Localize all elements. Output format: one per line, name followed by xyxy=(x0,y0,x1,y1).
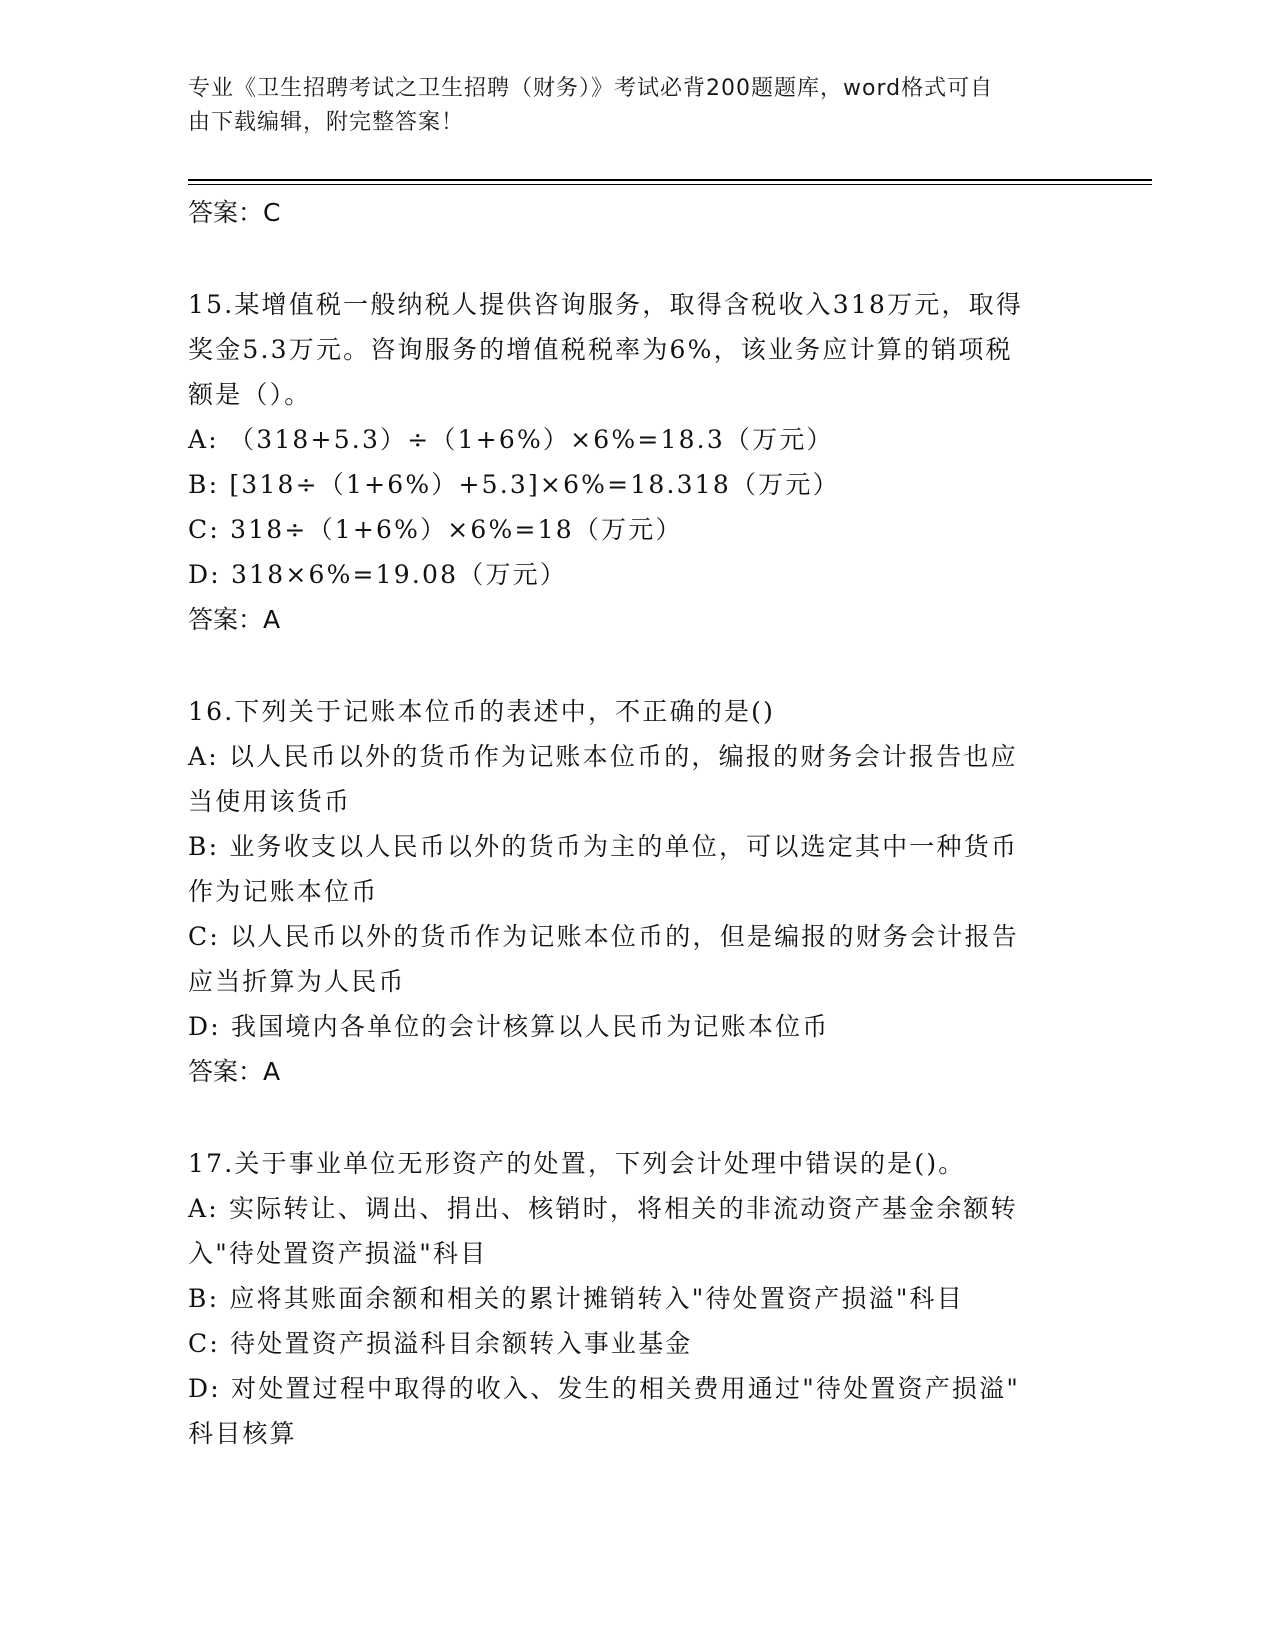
option-b: B: 业务收支以人民币以外的货币为主的单位，可以选定其中一种货币 xyxy=(188,832,1019,861)
question-stem: 16.下列关于记账本位币的表述中，不正确的是() xyxy=(188,697,776,726)
header-divider-thick xyxy=(188,179,1152,181)
question-stem-line: 15.某增值税一般纳税人提供咨询服务，取得含税收入318万元，取得 xyxy=(188,290,1024,319)
answer-previous: 答案：C xyxy=(188,198,281,227)
question-17 xyxy=(188,1141,1088,1456)
header-line-2: 由下载编辑，附完整答案！ xyxy=(188,110,465,135)
option-b: B: 应将其账面余额和相关的累计摊销转入"待处置资产损溢"科目 xyxy=(188,1284,964,1313)
option-c: C: 318÷（1+6%）×6%=18（万元） xyxy=(188,515,683,544)
option-b-cont: 作为记账本位币 xyxy=(188,877,379,906)
header-line-1: 专业《卫生招聘考试之卫生招聘（财务）》考试必背200题题库，word格式可自 xyxy=(188,76,994,101)
answer-16: 答案：A xyxy=(188,1057,281,1086)
question-list xyxy=(188,190,1088,1456)
question-stem-line: 额是（）。 xyxy=(188,380,312,409)
option-a-cont: 当使用该货币 xyxy=(188,787,352,816)
option-a: A: （318+5.3）÷（1+6%）×6%=18.3（万元） xyxy=(188,425,834,454)
answer-15: 答案：A xyxy=(188,605,281,634)
option-a: A: 实际转让、调出、捐出、核销时，将相关的非流动资产基金余额转 xyxy=(188,1194,1018,1223)
option-d-cont: 科目核算 xyxy=(188,1419,297,1448)
question-16 xyxy=(188,689,1088,1094)
option-a-cont: 入"待处置资产损溢"科目 xyxy=(188,1239,488,1268)
option-d: D: 我国境内各单位的会计核算以人民币为记账本位币 xyxy=(188,1012,830,1041)
option-c: C: 以人民币以外的货币作为记账本位币的，但是编报的财务会计报告 xyxy=(188,922,1019,951)
option-c: C: 待处置资产损溢科目余额转入事业基金 xyxy=(188,1329,693,1358)
question-15 xyxy=(188,282,1088,642)
option-d: D: 318×6%=19.08（万元） xyxy=(188,560,568,589)
option-d: D: 对处置过程中取得的收入、发生的相关费用通过"待处置资产损溢" xyxy=(188,1374,1021,1403)
question-stem: 17.关于事业单位无形资产的处置，下列会计处理中错误的是()。 xyxy=(188,1149,966,1178)
header-divider-thin xyxy=(188,184,1152,185)
option-c-cont: 应当折算为人民币 xyxy=(188,967,406,996)
option-b: B: [318÷（1+6%）+5.3]×6%=18.318（万元） xyxy=(188,470,840,499)
option-a: A: 以人民币以外的货币作为记账本位币的，编报的财务会计报告也应 xyxy=(188,742,1018,771)
question-stem-line: 奖金5.3万元。咨询服务的增值税税率为6%，该业务应计算的销项税 xyxy=(188,335,1013,364)
document-header xyxy=(188,72,1068,140)
